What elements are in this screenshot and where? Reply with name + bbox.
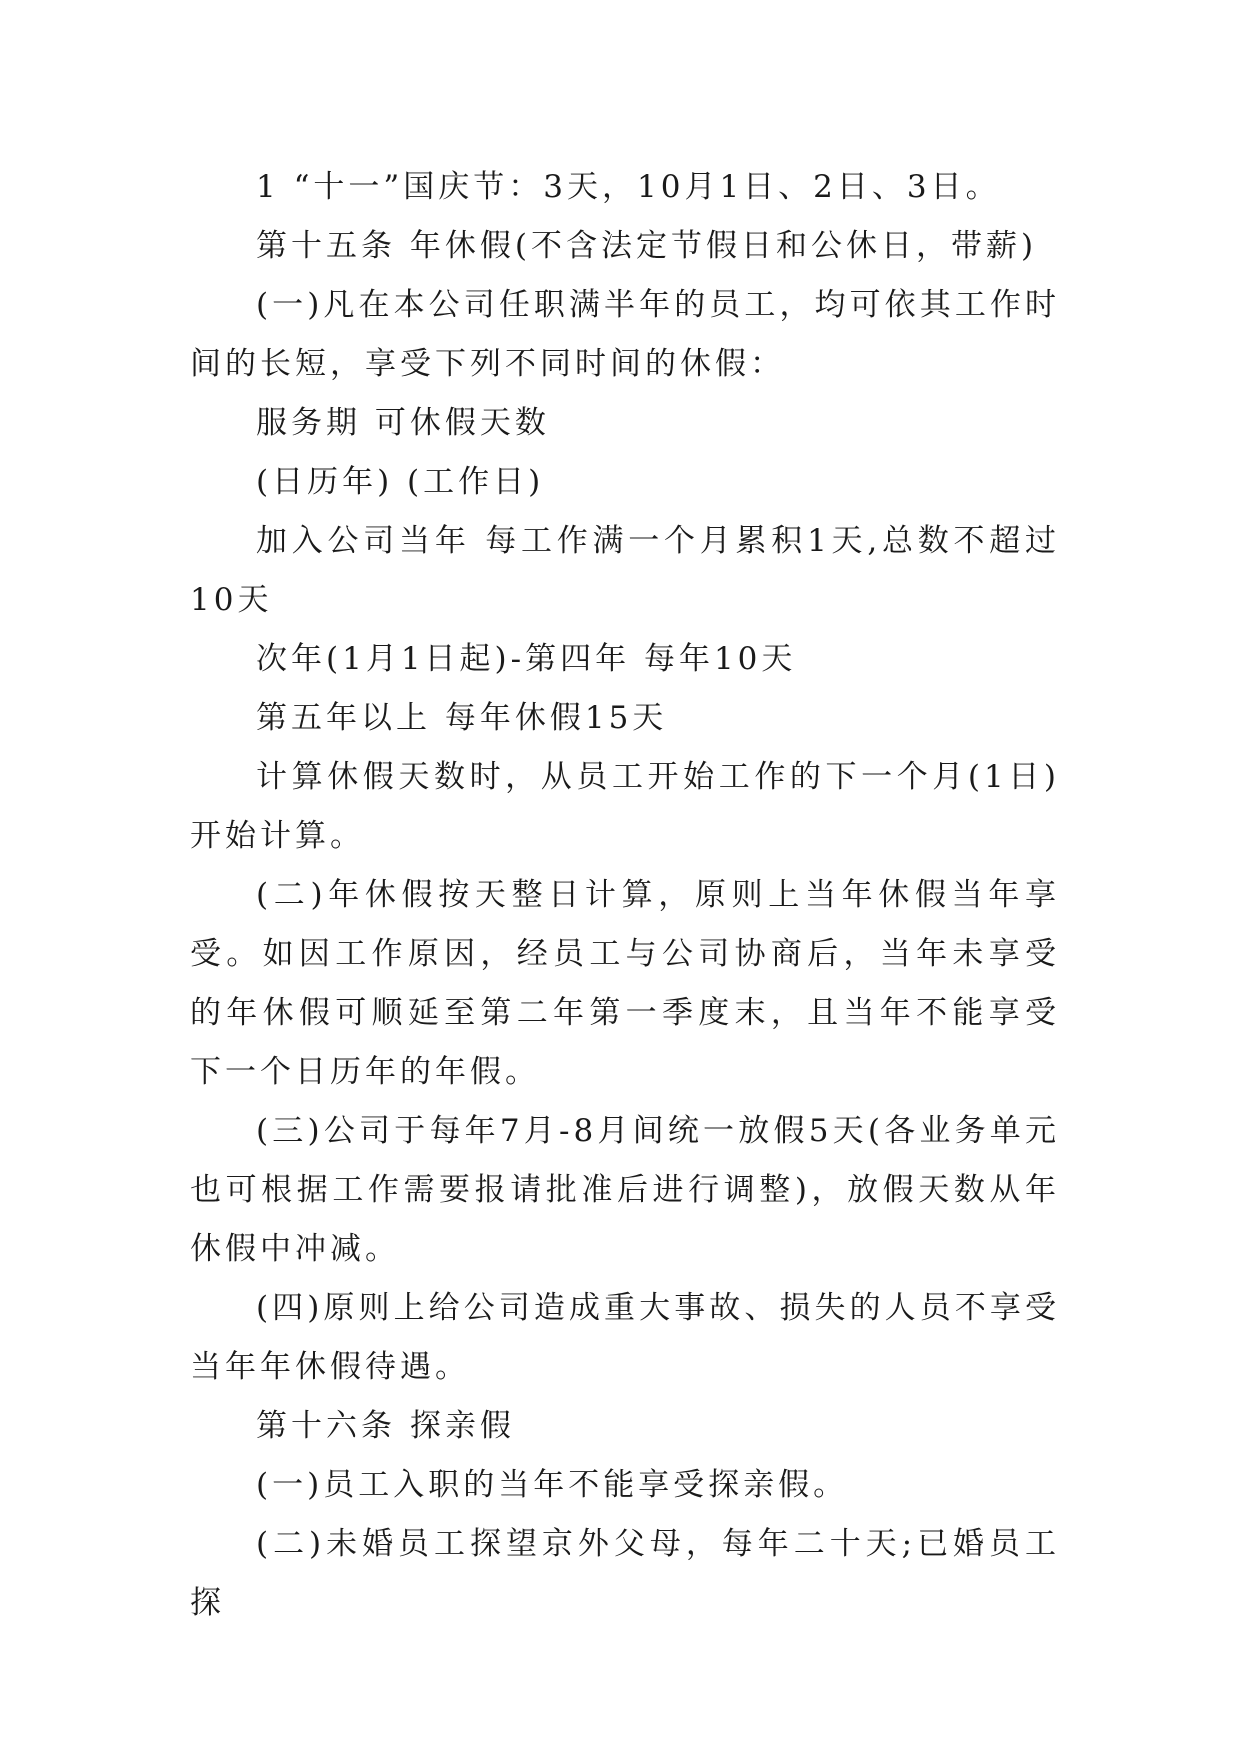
- paragraph-annual-leave-4: (四)原则上给公司造成重大事故、损失的人员不享受当年年休假待遇。: [190, 1290, 1060, 1385]
- paragraph-home-leave-1: (一)员工入职的当年不能享受探亲假。: [256, 1467, 849, 1503]
- paragraph-table-header-1: 服务期 可休假天数: [256, 405, 550, 441]
- paragraph-table-header-2: (日历年) (工作日): [256, 464, 545, 500]
- paragraph-annual-leave-2: (二)年休假按天整日计算，原则上当年休假当年享受。如因工作原因，经员工与公司协商后，当年未享受的年休假可顺延至第二年第一季度末，且当年不能享受下一个日历年的年假。: [190, 877, 1060, 1090]
- paragraph-article-16-heading: 第十六条 探亲假: [256, 1408, 515, 1444]
- paragraph-national-day: 1 “十一”国庆节：3天，10月1日、2日、3日。: [256, 169, 1001, 205]
- document-body: [190, 158, 1060, 1633]
- paragraph-article-15-heading: 第十五条 年休假(不含法定节假日和公休日，带薪): [256, 228, 1038, 264]
- paragraph-table-row-3: 第五年以上 每年休假15天: [256, 700, 668, 736]
- paragraph-table-row-2: 次年(1月1日起)-第四年 每年10天: [256, 641, 797, 677]
- paragraph-table-row-1: 加入公司当年 每工作满一个月累积1天,总数不超过10天: [190, 523, 1060, 618]
- paragraph-annual-leave-3: (三)公司于每年7月-8月间统一放假5天(各业务单元也可根据工作需要报请批准后进行调整)，放假天数从年休假中冲减。: [190, 1113, 1060, 1267]
- paragraph-calculation-note: 计算休假天数时，从员工开始工作的下一个月(1日)开始计算。: [190, 759, 1060, 854]
- paragraph-home-leave-2: (二)未婚员工探望京外父母，每年二十天;已婚员工探: [190, 1526, 1060, 1621]
- paragraph-annual-leave-1: (一)凡在本公司任职满半年的员工，均可依其工作时间的长短，享受下列不同时间的休假：: [190, 287, 1060, 382]
